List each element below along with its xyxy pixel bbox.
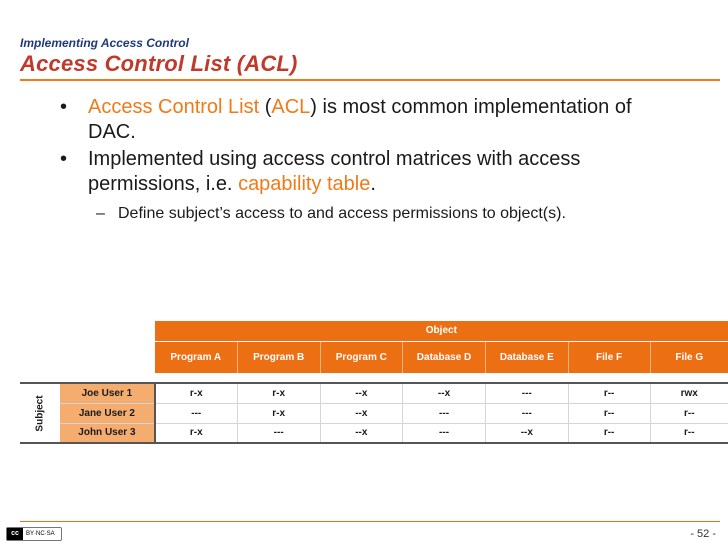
table-cell: r-x	[237, 383, 320, 403]
text: .	[370, 173, 376, 195]
table-cell: ---	[403, 403, 486, 423]
subject-label: Subject	[20, 383, 60, 443]
table-corner	[20, 341, 155, 373]
acl-table	[20, 321, 728, 444]
column-header: Database E	[485, 341, 568, 373]
text: (	[259, 96, 272, 118]
object-header: Object	[155, 321, 728, 341]
table-row	[20, 403, 728, 423]
column-header: Program B	[237, 341, 320, 373]
table-cell: r-x	[155, 423, 238, 443]
bullet-acl	[60, 95, 660, 145]
table-cell: r--	[568, 383, 650, 403]
table-row	[20, 383, 728, 403]
cc-icon: cc	[7, 528, 23, 540]
table-cell: ---	[155, 403, 238, 423]
table-cell: r--	[568, 423, 650, 443]
table-row	[20, 423, 728, 443]
table-corner	[20, 321, 155, 341]
column-header: File F	[568, 341, 650, 373]
term-capability-table: capability table	[238, 173, 371, 195]
table-cell: ---	[403, 423, 486, 443]
table-cell: r-x	[155, 383, 238, 403]
sub-bullet-define	[96, 203, 660, 224]
table-cell: r--	[650, 423, 728, 443]
text: ) is most common implementation of DAC.	[88, 96, 632, 143]
slide-title: Access Control List (ACL)	[20, 51, 298, 76]
section-kicker: Implementing Access Control	[20, 36, 189, 50]
cc-license-badge	[6, 527, 62, 541]
row-header: John User 3	[60, 423, 155, 443]
table-cell: r-x	[237, 403, 320, 423]
column-header: Program A	[155, 341, 238, 373]
text: Implemented using access control matrices with access permissions, i.e.	[88, 148, 581, 195]
table-cell: --x	[320, 423, 403, 443]
bullet-dot-icon: •	[60, 96, 68, 118]
table-cell: ---	[485, 403, 568, 423]
table-cell: --x	[320, 383, 403, 403]
table-cell: ---	[485, 383, 568, 403]
cc-license-text: BY·NC·SA	[26, 531, 55, 537]
row-header: Jane User 2	[60, 403, 155, 423]
title-rule	[20, 79, 720, 81]
table-cell: --x	[485, 423, 568, 443]
table-cell: --x	[403, 383, 486, 403]
table-gap	[20, 373, 728, 383]
table-cell: r--	[568, 403, 650, 423]
page-number: - 52 -	[690, 528, 716, 540]
table-cell: rwx	[650, 383, 728, 403]
table-cell: ---	[237, 423, 320, 443]
column-header: File G	[650, 341, 728, 373]
footer-rule	[20, 521, 720, 522]
bullet-dot-icon: •	[60, 148, 68, 170]
table-cell: r--	[650, 403, 728, 423]
text: Define subject’s access to and access permissions to object(s).	[118, 205, 566, 222]
column-header: Program C	[320, 341, 403, 373]
bullet-list	[60, 95, 660, 224]
table-cell: --x	[320, 403, 403, 423]
row-header: Joe User 1	[60, 383, 155, 403]
term-acl: Access Control List	[88, 96, 260, 118]
bullet-implemented	[60, 147, 660, 197]
dash-icon: –	[96, 205, 105, 222]
column-header: Database D	[403, 341, 486, 373]
term-acl-abbr: ACL	[271, 96, 311, 118]
